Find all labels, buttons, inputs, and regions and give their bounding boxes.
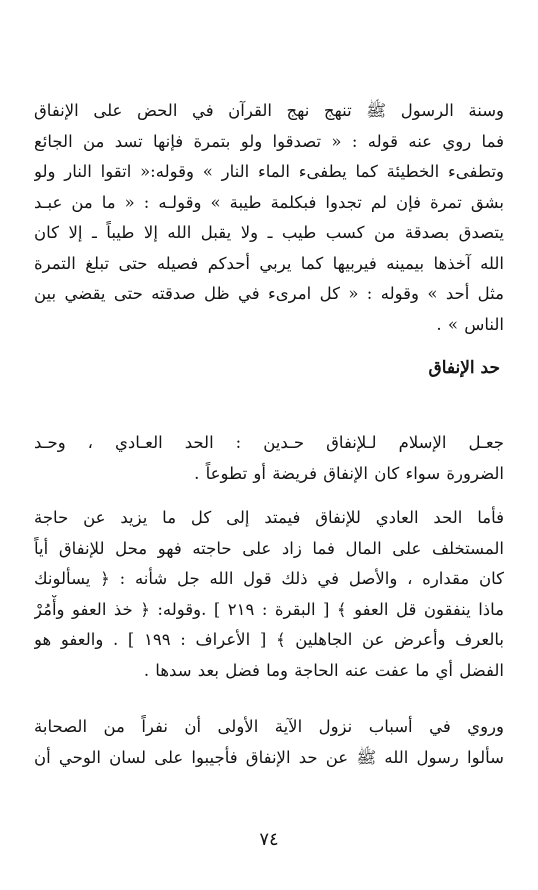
text-line: جعـل الإسلام لـلإنفاق حـدين : الحد العـادي ، وحـد	[34, 433, 504, 452]
text-line: الناس » .	[436, 314, 504, 334]
text-line: وروي في أسباب نزول الآية الأولى أن نفراً من الصحابة	[34, 717, 504, 736]
text-line: المستخلف على المال فما زاد على حاجته فهو محل للإنفاق أياً	[34, 538, 504, 558]
text-line: ماذا ينفقون قل العفو ﴾ [ البقرة : ٢١٩ ] .وقوله: ﴿ خذ العفو وأْمُرْ	[34, 599, 504, 619]
text-line: كان مقداره ، والأصل في ذلك قول الله جل شأنه : ﴿ يسألونك	[34, 569, 504, 588]
paragraph-two-limits	[34, 428, 504, 489]
text-line: فأما الحد العادي للإنفاق فيمتد إلى كل ما يزيد عن حاجة	[34, 508, 504, 527]
paragraph-revelation-context	[34, 712, 504, 773]
paragraph-ordinary-limit	[34, 503, 504, 686]
text-line: فما روي عنه قوله : « تصدقوا ولو بتمرة فإنها تسد من الجائع	[34, 131, 504, 151]
text-line: بشق تمرة فإن لم تجدوا فبكلمة طيبة » وقولـه : « ما من عبـد	[34, 192, 504, 212]
section-heading: حد الإنفاق	[428, 358, 500, 378]
text-line: بالعرف وأعرض عن الجاهلين ﴾ [ الأعراف : ١٩٩ ] . والعفو هو	[34, 630, 504, 649]
text-line: مثل أحد » وقوله : « كل امرىء في ظل صدقته حتى يقضي بين	[34, 284, 504, 303]
text-line: الله آخذها بيمينه فيربيها كما يربي أحدكم فصيله حتى تبلغ التمرة	[34, 253, 504, 273]
text-line: وسنة الرسول ﷺ تنهج نهج القرآن في الحض على الإنفاق	[34, 101, 504, 120]
page-number: ٧٤	[259, 829, 279, 850]
paragraph-sunnah-on-spending	[34, 96, 504, 340]
text-line: يتصدق بصدقة من كسب طيب ـ ولا يقبل الله إلا طيباً ـ إلا كان	[34, 223, 504, 242]
text-line: الضرورة سواء كان الإنفاق فريضة أو تطوعاً .	[194, 463, 504, 483]
text-line: سألوا رسول الله ﷺ عن حد الإنفاق فأجيبوا على لسان الوحي أن	[34, 747, 504, 767]
text-line: وتطفىء الخطيئة كما يطفىء الماء النار » وقوله:« اتقوا النار ولو	[34, 162, 504, 181]
text-line: الفضل أي ما عفت عنه الحاجة وما فضل بعد سدها .	[143, 660, 504, 680]
